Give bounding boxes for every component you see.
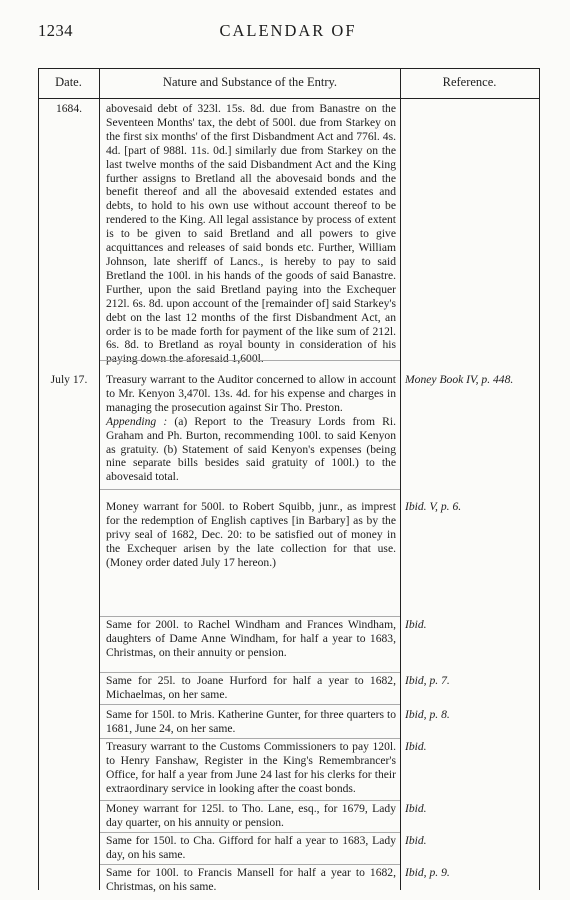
running-title: CALENDAR OF <box>219 21 357 40</box>
entry-text <box>106 674 396 702</box>
entry-separator <box>100 832 400 833</box>
entry-reference <box>405 373 537 387</box>
entry-separator <box>100 738 400 739</box>
reference-text: Ibid. <box>405 802 427 815</box>
entry-body: Treasury warrant to the Customs Commissioners to pay 120l. to Henry Fanshaw, Register in the King's Remembrancer's Office, for half a year from June 24 last for his clerks for their extraordinary service in looking after the coast bonds. <box>106 740 396 795</box>
reference-text: Ibid. V, p. 6. <box>405 500 462 513</box>
entry-body: abovesaid debt of 323l. 15s. 8d. due from Banastre on the Seventeen Months' tax, the debt of 500l. due from Starkey on the first six months' of the first Disbandment Act and 776l. 4s. 4d. [part of 988l. 11s. 0d.] similarly due from Starkey on the last twelve months of the said Disbandment Act and the King further assigns to Bretland all the abovesaid bonds and the benefit thereof and all the abovesaid extended estates and debts, to hold to his own use without account thereof to be rendered to the King. All legal assistance by process of extent is to be given to said Bretland and all powers to give acquittances and releases of said bonds etc. Further, William Johnson, late sheriff of Lancs., is hereby to pay to said Bretland the 100l. in his hands of the goods of said Banastre. Further, upon the said Bretland paying into the Exchequer 212l. 6s. 8d. upon account of the [remainder of] said Starkey's debt on the last 12 months of the first Disbandment Act, an order is to be made forth for payment of the like sum of 212l. 6s. 8d. to Bretland as royal bounty in consideration of his paying down the aforesaid 1,600l. <box>106 102 396 366</box>
entry-separator <box>100 360 400 361</box>
entry-body: Same for 100l. to Francis Mansell for half a year to 1682, Christmas, on his same. <box>106 866 396 893</box>
entry-body: Treasury warrant to the Auditor concerned to allow in account to Mr. Kenyon 3,470l. 13s. 4d. for his expense and charges in managing the prosecution against Sir Tho. Preston. <box>106 373 396 414</box>
entry-text <box>106 618 396 660</box>
entry-text <box>106 866 396 894</box>
entry-body: Same for 150l. to Mris. Katherine Gunter, for three quarters to 1681, June 24, on her same. <box>106 708 396 735</box>
entry-reference <box>405 866 537 880</box>
entry-separator <box>100 704 400 705</box>
entry-body: Same for 25l. to Joane Hurford for half a year to 1682, Michaelmas, on her same. <box>106 674 396 701</box>
entry-date: July 17. <box>50 373 88 386</box>
entry-body: Money warrant for 500l. to Robert Squibb, junr., as imprest for the redemption of English captives [in Barbary] as by the privy seal of 1682, Dec. 20: to be satisfied out of money in the Exchequer arisen by the late collection for that use. (Money order dated July 17 hereon.) <box>106 500 396 569</box>
entry-reference <box>405 740 537 754</box>
reference-text: Money Book IV, p. 448. <box>405 373 514 386</box>
page-number: 1234 <box>38 21 73 40</box>
entry-reference <box>405 674 537 688</box>
entry-text <box>106 500 396 570</box>
appending-text: (a) Report to the Treasury Lords from Ri. Graham and Ph. Burton, recommending 100l. to said Kenyon as gratuity. (b) Statement of said Kenyon's expenses (being nine separate bills besides said gratuity of 100l.) to the abovesaid total. <box>106 414 396 484</box>
entry-body: Same for 150l. to Cha. Gifford for half a year to 1683, Lady day, on his same. <box>106 834 396 861</box>
entry-text <box>106 802 396 830</box>
entry-separator <box>100 489 400 490</box>
entry-text <box>106 373 396 484</box>
entry-body: Money warrant for 125l. to Tho. Lane, esq., for 1679, Lady day quarter, on his annuity or pension. <box>106 802 396 829</box>
entry-text <box>106 834 396 862</box>
column-header-date: Date. <box>55 75 82 89</box>
column-header-reference: Reference. <box>442 75 497 89</box>
entry-text <box>106 740 396 796</box>
entry-reference <box>405 500 537 514</box>
entry-reference <box>405 618 537 632</box>
table-top-rule <box>38 68 540 69</box>
entry-separator <box>100 800 400 801</box>
reference-text: Ibid. <box>405 740 427 753</box>
page-header <box>38 21 538 43</box>
column-divider-date <box>99 68 100 890</box>
entry-body: Same for 200l. to Rachel Windham and Frances Windham, daughters of Dame Anne Windham, for half a year to 1683, Christmas, on their annuity or pension. <box>106 618 396 659</box>
reference-text: Ibid, p. 9. <box>405 866 450 879</box>
entry-separator <box>100 616 400 617</box>
reference-text: Ibid, p. 8. <box>405 708 450 721</box>
reference-text: Ibid. <box>405 834 427 847</box>
entry-text <box>106 102 396 366</box>
entry-reference <box>405 802 537 816</box>
reference-text: Ibid. <box>405 618 427 631</box>
entry-reference <box>405 708 537 722</box>
entry-separator <box>100 672 400 673</box>
reference-text: Ibid, p. 7. <box>405 674 450 687</box>
column-header-nature: Nature and Substance of the Entry. <box>162 75 338 89</box>
entry-text <box>106 708 396 736</box>
column-divider-reference <box>400 68 401 890</box>
entry-separator <box>100 864 400 865</box>
appending-label: Appending : <box>106 414 168 428</box>
entry-reference <box>405 834 537 848</box>
entry-date: 1684. <box>55 102 83 115</box>
table-header-rule <box>38 98 540 99</box>
